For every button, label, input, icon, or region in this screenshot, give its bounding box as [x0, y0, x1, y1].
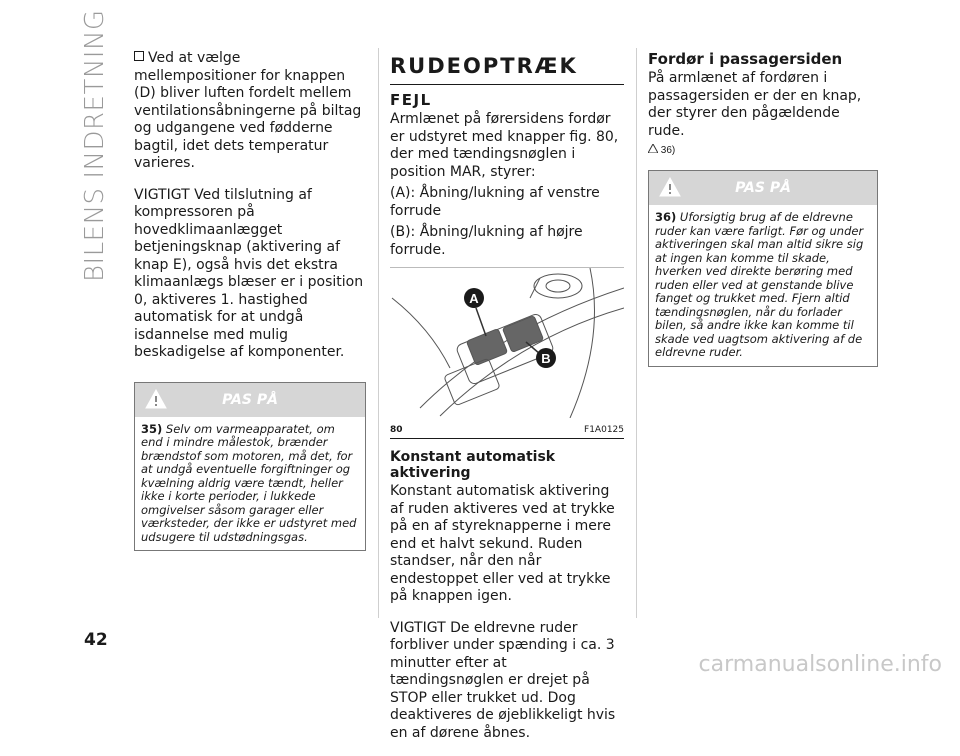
column-divider: [636, 48, 637, 618]
warning-header: [135, 383, 365, 417]
figure-number: 80: [390, 425, 403, 435]
warning-reference: [648, 144, 878, 156]
column-divider: [378, 48, 379, 618]
subsection-title: FEJL: [390, 91, 432, 109]
figure-caption: [390, 423, 624, 439]
paragraph: VIGTIGT De eldrevne ruder forbliver under spænding i ca. 3 minutter efter at tændingsnøglen er drejet på STOP eller trukket ud. Dog deaktiveres de øjeblikkeligt hvis en af dørene åbnes.: [390, 619, 616, 741]
page-number: 42: [84, 630, 108, 650]
checkbox-bullet-icon: [134, 51, 144, 61]
list-item: (B): Åbning/lukning af højre forrude.: [390, 224, 583, 258]
figure-80: [390, 267, 624, 439]
watermark: carmanualsonline.info: [698, 652, 942, 677]
column-1: [134, 50, 366, 551]
warning-text: Uforsigtig brug af de eldrevne ruder kan være farligt. Før og under aktiveringen skal man altid sikre sig at ingen kan komme til skade, hverken ved direkte berøring med ruden eller ved at genstande blive fanget og trukket med. Fjern altid tændingsnøglen, når du forlader bilen, så andre ikke kan komme til skade ved uagtsom aktivering af de eldrevne ruder.: [655, 210, 864, 359]
figure-code: F1A0125: [584, 425, 624, 435]
warning-label: PAS PÅ: [222, 391, 278, 408]
column-2: [390, 50, 624, 756]
paragraph: Armlænet på førersidens fordør er udstyret med knapper fig. 80, der med tændingsnøglen i position MAR, styrer:: [390, 111, 619, 180]
warning-box: [134, 382, 366, 552]
warning-text: Selv om varmeapparatet, om end i mindre målestok, brænder brændstof som motoren, må det, for at undgå eventuelle forgiftninger og kvælning aldrig være tændt, heller ikke i korte perioder, i lukkede omgivelser såsom garager eller værksteder, der ikke er udstyret med udsugere til udstødningsgas.: [141, 421, 357, 544]
callout-b: B: [541, 351, 551, 366]
warning-number: 36): [655, 210, 677, 224]
window-switch-illustration: [390, 268, 624, 418]
callout-a: A: [469, 291, 479, 306]
warning-number: 35): [141, 421, 163, 436]
reference-number: 36): [660, 145, 676, 156]
warning-label: PAS PÅ: [735, 180, 791, 196]
heading: Fordør i passagersiden: [648, 50, 843, 68]
section-title: RUDEOPTRÆK: [390, 54, 624, 85]
warning-header: [649, 171, 877, 205]
heading: Konstant automatisk aktivering: [390, 449, 556, 481]
chapter-side-title: [80, 9, 120, 282]
paragraph: VIGTIGT Ved tilslutning af kompressoren på hovedklimaanlægget betjeningsknap (aktivering af knap E), også hvis det ekstra klimaanlægs blæser er i position 0, aktiveres 1. hastighed automatisk for at undgå isdannelse med mulig beskadigelse af komponenter.: [134, 186, 364, 360]
warning-body: [135, 417, 365, 551]
paragraph-text: Ved at vælge mellempositioner for knappen (D) bliver luften fordelt mellem ventilationsåbningerne på biltag og udgangene ved fødderne bagtil, idet dets temperatur varieres.: [134, 50, 362, 171]
column-3: [648, 50, 878, 367]
list-item: (A): Åbning/lukning af venstre forrude: [390, 185, 600, 219]
chapter-title-text: BILENS INDRETNING: [80, 9, 110, 282]
paragraph: På armlænet af fordøren i passagersiden er der en knap, der styrer den pågældende rude.: [648, 70, 862, 139]
small-warning-icon: [648, 144, 658, 153]
paragraph: Konstant automatisk aktivering af ruden aktiveres ved at trykke på en af styreknapperne i mere end et halvt sekund. Ruden standser, når den når endestoppet eller ved at trykke på knappen igen.: [390, 483, 615, 604]
warning-body: [649, 205, 877, 366]
warning-box: [648, 170, 878, 367]
paragraph: [134, 50, 366, 173]
